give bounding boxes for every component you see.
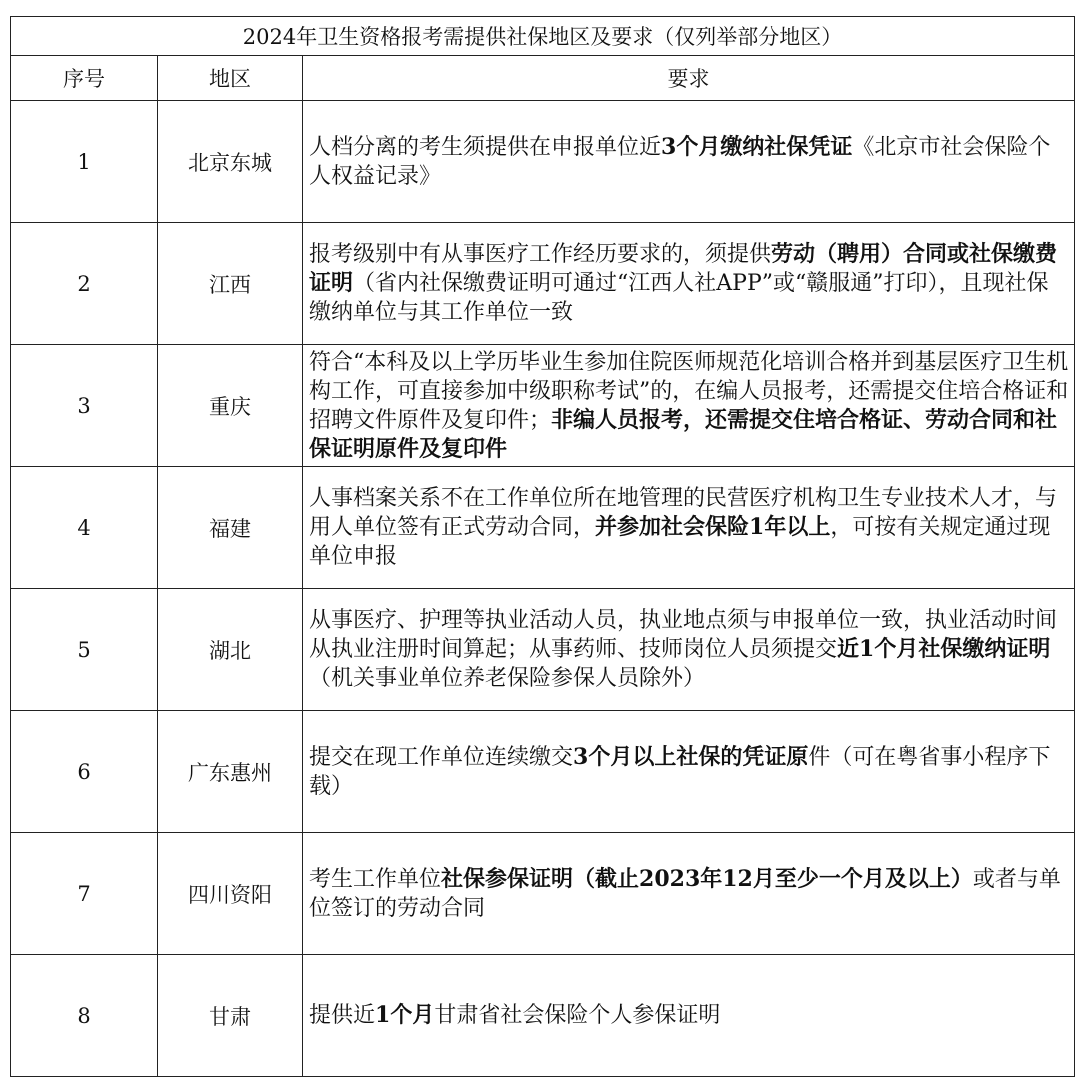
row-requirement — [303, 589, 1075, 711]
row-requirement — [303, 345, 1075, 467]
row-region: 江西 — [158, 223, 303, 345]
header-row — [11, 56, 1075, 101]
row-number: 4 — [11, 467, 158, 589]
header-region: 地区 — [158, 56, 303, 101]
row-region: 北京东城 — [158, 101, 303, 223]
requirement-text: 符合“本科及以上学历毕业生参加住院医师规范化培训合格并到基层医疗卫生机构工作，可直接参加中级职称考试”的，在编人员报考，还需提交住培合格证和招聘文件原件及复印件； — [309, 349, 1069, 433]
requirement-text: 人档分离的考生须提供在申报单位近 — [309, 134, 662, 160]
row-requirement — [303, 223, 1075, 345]
row-number: 5 — [11, 589, 158, 711]
requirements-table — [10, 16, 1075, 1077]
header-no: 序号 — [11, 56, 158, 101]
row-region: 甘肃 — [158, 955, 303, 1077]
table-row — [11, 589, 1075, 711]
requirement-bold-text: 社保参保证明（截止2023年12月至少一个月及以上） — [441, 865, 973, 892]
row-number: 7 — [11, 833, 158, 955]
table-title: 2024年卫生资格报考需提供社保地区及要求（仅列举部分地区） — [11, 17, 1075, 56]
requirement-text: 《北京市社会保险个人权益记录》 — [309, 134, 1051, 189]
row-requirement — [303, 833, 1075, 955]
requirement-text: （省内社保缴费证明可通过“江西人社APP”或“赣服通”打印），且现社保缴纳单位与其工作单位一致 — [309, 271, 1049, 325]
requirement-bold-text: 1个月 — [375, 1002, 435, 1028]
requirement-bold-text: 劳动（聘用）合同或社保缴费证明 — [309, 241, 1058, 296]
table-row — [11, 101, 1075, 223]
requirement-bold-text: 3个月以上社保的凭证原 — [573, 743, 809, 770]
row-region: 福建 — [158, 467, 303, 589]
row-number: 3 — [11, 345, 158, 467]
row-requirement — [303, 467, 1075, 589]
row-region: 重庆 — [158, 345, 303, 467]
requirement-text: 从事医疗、护理等执业活动人员，执业地点须与申报单位一致，执业活动时间从执业注册时间算起；从事药师、技师岗位人员须提交 — [309, 608, 1058, 662]
requirement-text: 甘肃省社会保险个人参保证明 — [434, 1003, 721, 1028]
requirement-text: 件（可在粤省事小程序下载） — [309, 744, 1051, 799]
row-requirement — [303, 101, 1075, 223]
row-number: 1 — [11, 101, 158, 223]
requirement-text: 提供近 — [309, 1003, 376, 1028]
requirement-text: 考生工作单位 — [309, 866, 442, 892]
requirement-text: （机关事业单位养老保险参保人员除外） — [309, 666, 706, 691]
requirement-text: 报考级别中有从事医疗工作经历要求的，须提供 — [309, 242, 772, 267]
row-region: 四川资阳 — [158, 833, 303, 955]
requirement-bold-text: 近1个月社保缴纳证明 — [837, 636, 1051, 662]
row-region: 湖北 — [158, 589, 303, 711]
table-row — [11, 955, 1075, 1077]
requirement-text: 或者与单位签订的劳动合同 — [309, 866, 1061, 921]
table-row — [11, 467, 1075, 589]
row-number: 2 — [11, 223, 158, 345]
row-requirement — [303, 955, 1075, 1077]
row-requirement — [303, 711, 1075, 833]
requirement-text: ，可按有关规定通过现单位申报 — [309, 515, 1051, 569]
table-row — [11, 223, 1075, 345]
table-row — [11, 345, 1075, 467]
requirement-bold-text: 3个月缴纳社保凭证 — [661, 133, 853, 160]
table-row — [11, 833, 1075, 955]
row-region: 广东惠州 — [158, 711, 303, 833]
requirement-bold-text: 并参加社会保险1年以上 — [595, 514, 831, 540]
row-number: 6 — [11, 711, 158, 833]
requirement-text: 提交在现工作单位连续缴交 — [309, 744, 574, 770]
row-number: 8 — [11, 955, 158, 1077]
requirement-text: 人事档案关系不在工作单位所在地管理的民营医疗机构卫生专业技术人才，与用人单位签有正式劳动合同， — [309, 486, 1058, 540]
header-requirement: 要求 — [303, 56, 1075, 101]
table-row — [11, 711, 1075, 833]
requirement-bold-text: 非编人员报考，还需提交住培合格证、劳动合同和社保证明原件及复印件 — [309, 406, 1058, 462]
